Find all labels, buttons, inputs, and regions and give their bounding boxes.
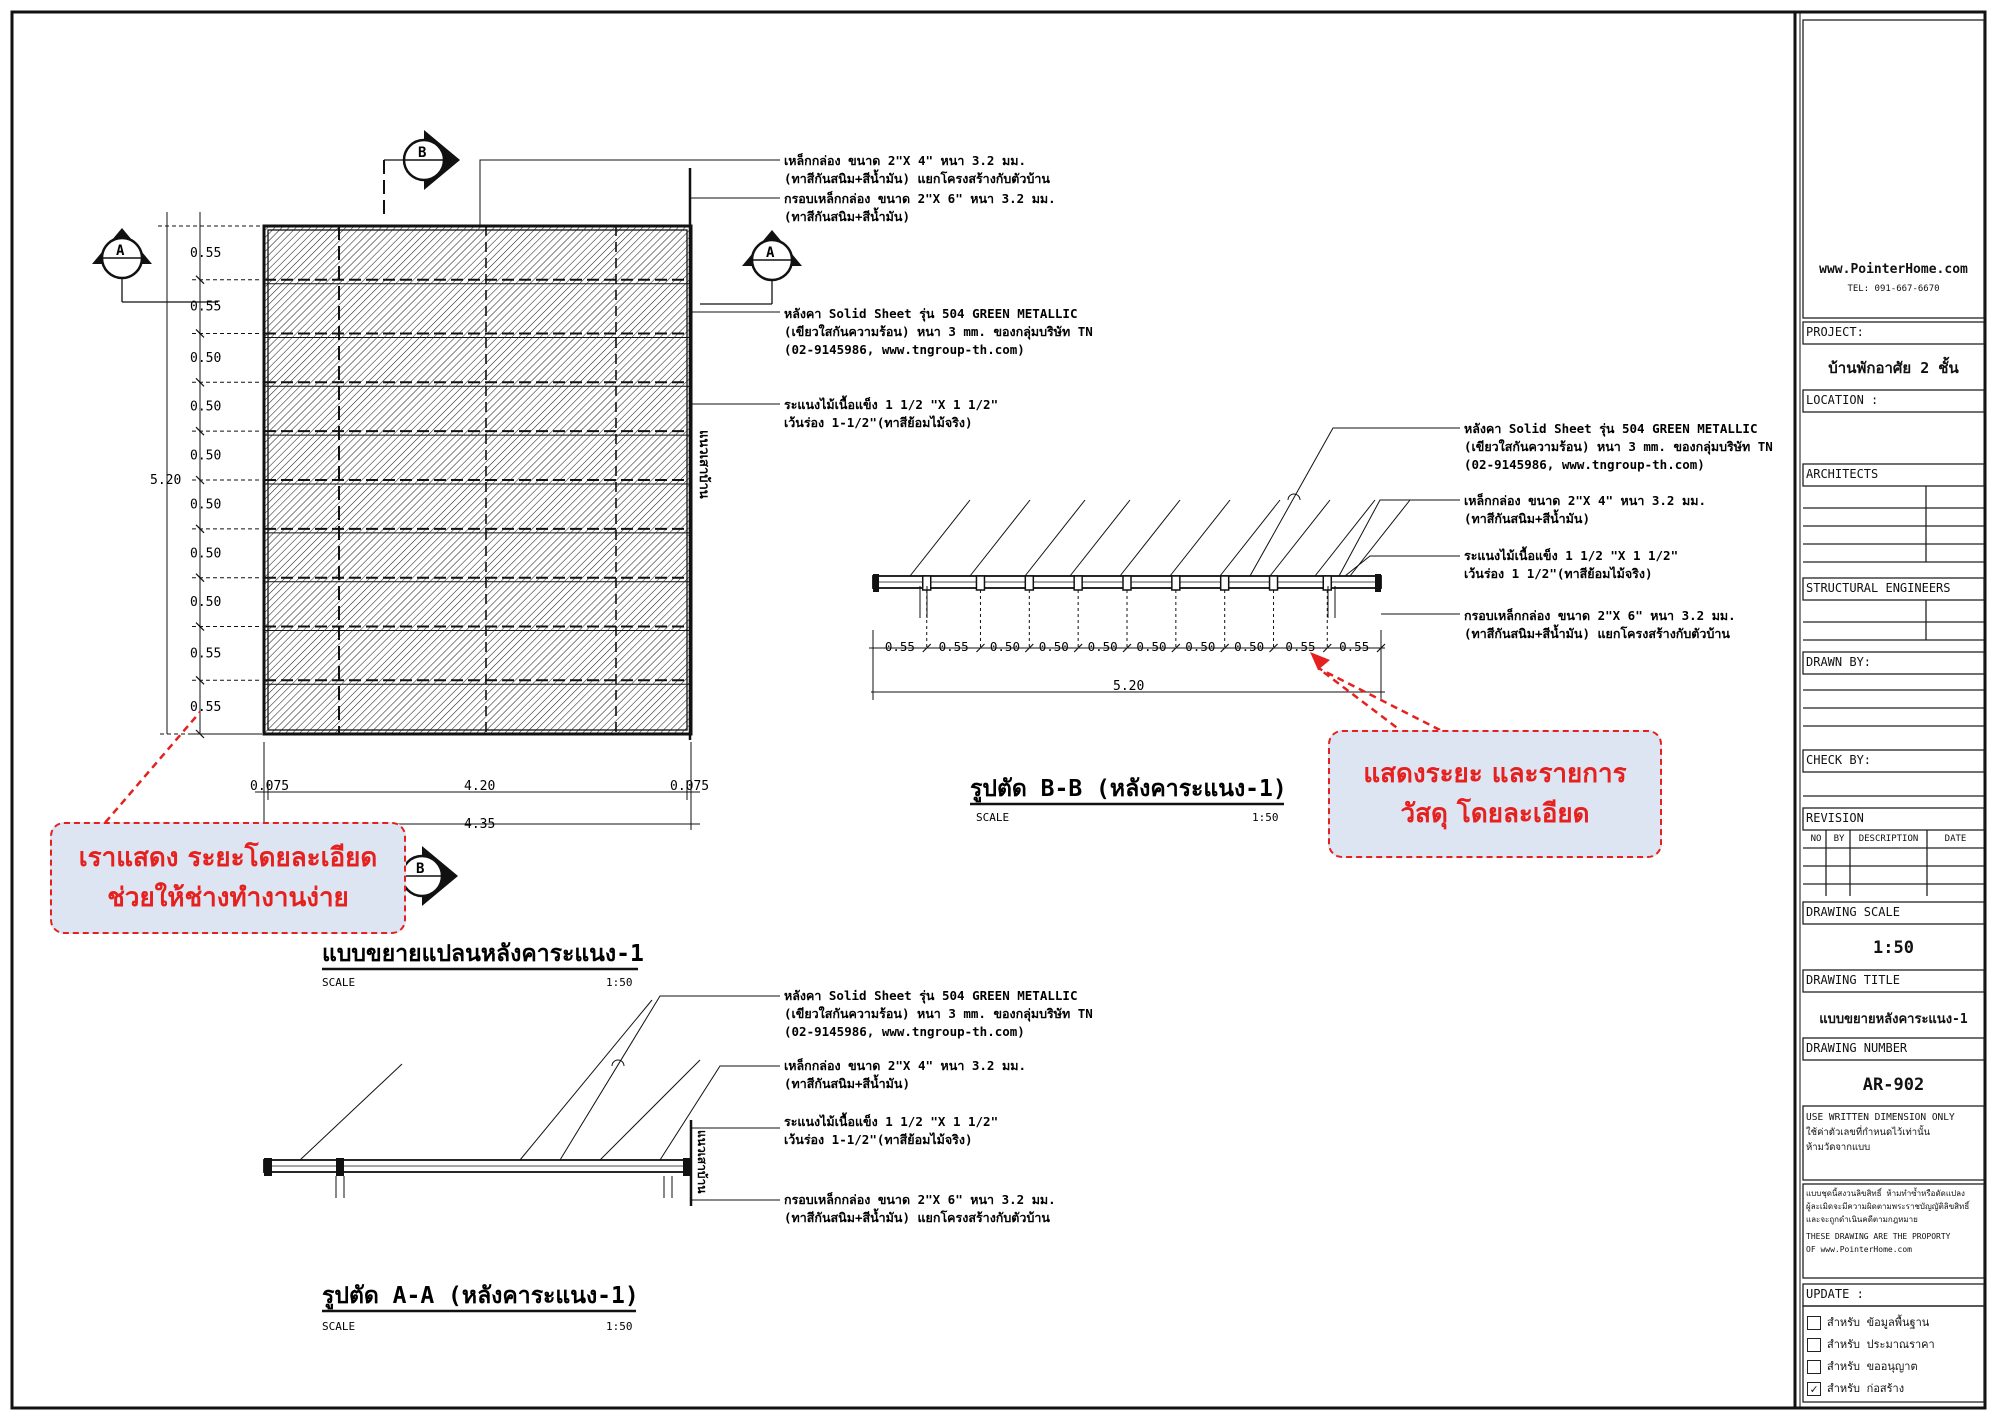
tb-rev-col-desc: DESCRIPTION xyxy=(1858,834,1919,844)
plan-title: แบบขยายแปลนหลังคาระแนง-1 xyxy=(322,941,644,967)
plan-note-line: กรอบเหล็กกล่อง ขนาด 2"X 6" หนา 3.2 มม. xyxy=(784,191,1056,206)
bb-dim: 0.50 xyxy=(1234,639,1265,654)
bb-purlin xyxy=(1270,576,1278,590)
bb-dim: 0.55 xyxy=(1339,639,1370,654)
section-marker-b-top xyxy=(384,130,460,215)
bb-dim: 0.55 xyxy=(884,639,915,654)
tb-location-label: LOCATION : xyxy=(1806,393,1879,407)
bb-note-line: เหล็กกล่อง ขนาด 2"X 4" หนา 3.2 มม. xyxy=(1464,493,1706,508)
tb-update-item xyxy=(1807,1312,1983,1334)
aa-note-line: หลังคา Solid Sheet รุ่น 504 GREEN METALLIC xyxy=(784,988,1078,1003)
aa-scale-label: SCALE xyxy=(322,1320,356,1333)
tb-drawn-by-label: DRAWN BY: xyxy=(1806,655,1872,669)
bb-note-line: (ทาสีกันสนิม+สีน้ำมัน) แยกโครงสร้างกับตัวบ้าน xyxy=(1464,626,1730,641)
tb-drawing-title-value: แบบขยายหลังคาระแนง-1 xyxy=(1819,1012,1968,1027)
tb-rev-col-date: DATE xyxy=(1944,834,1967,844)
tb-update-item xyxy=(1807,1378,1983,1400)
plan-total-height: 5.20 xyxy=(150,473,182,488)
bb-dim: 0.50 xyxy=(1136,639,1167,654)
unchecked-box-icon[interactable] xyxy=(1807,1338,1821,1352)
bb-note-line: เว้นร่อง 1 1/2"(ทาสีย้อมไม้จริง) xyxy=(1464,566,1653,581)
tb-drawing-title-label: DRAWING TITLE xyxy=(1806,973,1900,987)
tb-update-label: UPDATE : xyxy=(1806,1287,1864,1301)
bb-note-line: ระแนงไม้เนื้อแข็ง 1 1/2 "X 1 1/2" xyxy=(1464,548,1679,563)
bb-dimensions xyxy=(869,590,1385,654)
plan-row-dim: 0.50 xyxy=(190,350,222,366)
unchecked-box-icon[interactable] xyxy=(1807,1360,1821,1374)
tb-note-dimension: USE WRITTEN DIMENSION ONLY ใช้ค่าตัวเลขที่กำหนดไว้เท่านั้น ห้ามวัดจากแบบ xyxy=(1806,1112,1955,1153)
callout-right-pointer xyxy=(1318,668,1440,730)
callout-left-pointer xyxy=(104,712,200,824)
tb-project-label: PROJECT: xyxy=(1806,325,1864,339)
plan-row-dim: 0.50 xyxy=(190,399,222,415)
tb-drawing-scale-value: 1:50 xyxy=(1873,938,1914,958)
callout-left-line2: ช่วยให้ช่างทำงานง่าย xyxy=(107,883,349,913)
aa-note-line: เว้นร่อง 1-1/2"(ทาสีย้อมไม้จริง) xyxy=(784,1132,973,1147)
bb-total: 5.20 xyxy=(1113,679,1145,694)
plan-note-line: เหล็กกล่อง ขนาด 2"X 4" หนา 3.2 มม. xyxy=(784,153,1026,168)
bb-note-line: (เขียวใสกันความร้อน) หนา 3 mm. ของกลุ่มบริษัท TN xyxy=(1464,439,1773,454)
bb-scale-label: SCALE xyxy=(976,811,1010,824)
svg-text:B: B xyxy=(416,861,425,877)
tb-tel: TEL: 091-667-6670 xyxy=(1847,284,1940,294)
svg-text:B: B xyxy=(418,145,427,161)
callout-left xyxy=(50,822,406,934)
aa-note-line: (02-9145986, www.tngroup-th.com) xyxy=(784,1024,1025,1039)
bb-note-line: หลังคา Solid Sheet รุ่น 504 GREEN METALLIC xyxy=(1464,421,1758,436)
tb-update-item xyxy=(1807,1356,1983,1378)
plan-note-line: (เขียวใสกันความร้อน) หนา 3 mm. ของกลุ่มบริษัท TN xyxy=(784,324,1093,339)
tb-architects-label: ARCHITECTS xyxy=(1806,467,1879,481)
plan-row-dim: 0.55 xyxy=(190,299,222,315)
tb-update-item-label: สำหรับ ก่อสร้าง xyxy=(1827,1382,1905,1395)
bb-material-notes xyxy=(1464,421,1773,641)
bb-dim: 0.55 xyxy=(938,639,969,654)
tb-project-value: บ้านพักอาศัย 2 ชั้น xyxy=(1828,359,1959,377)
plan-dim-0075-left: 0.075 xyxy=(250,779,290,794)
bb-dim: 0.50 xyxy=(989,639,1020,654)
tb-rev-col-no: NO xyxy=(1810,834,1822,844)
bb-dim: 0.50 xyxy=(1185,639,1216,654)
plan-row-dim: 0.55 xyxy=(190,700,222,716)
tb-structural-label: STRUCTURAL ENGINEERS xyxy=(1806,581,1951,595)
tb-note-copyright: แบบชุดนี้สงวนลิขสิทธิ์ ห้ามทำซ้ำหรือดัดแปลง ผู้ละเมิดจะมีความผิดตามพระราชบัญญัติลิขสิทธิ์ และจะถูกดำเนินคดีตามกฎหมาย THESE DRAWING ARE THE PROPORTY OF www.PointerHome.com xyxy=(1806,1189,1970,1254)
aa-side-label: แนวเสาบ้าน xyxy=(695,1130,709,1194)
plan-note-line: หลังคา Solid Sheet รุ่น 504 GREEN METALLIC xyxy=(784,306,1078,321)
plan-dim-420: 4.20 xyxy=(464,779,496,794)
checked-box-icon[interactable]: ✓ xyxy=(1807,1382,1821,1396)
plan-note-line: ระแนงไม้เนื้อแข็ง 1 1/2 "X 1 1/2" xyxy=(784,397,999,412)
plan-row-dim: 0.50 xyxy=(190,546,222,562)
aa-material-notes xyxy=(784,988,1093,1225)
plan-row-dim: 0.50 xyxy=(190,497,222,513)
plan-scale-label: SCALE xyxy=(322,976,356,989)
aa-note-line: เหล็กกล่อง ขนาด 2"X 4" หนา 3.2 มม. xyxy=(784,1058,1026,1073)
tb-update-item-label: สำหรับ ข้อมูลพื้นฐาน xyxy=(1827,1316,1930,1329)
bb-purlins xyxy=(910,500,1410,618)
callout-right-line2: วัสดุ โดยละเอียด xyxy=(1400,799,1590,829)
aa-note-line: (ทาสีกันสนิม+สีน้ำมัน) แยกโครงสร้างกับตัวบ้าน xyxy=(784,1210,1050,1225)
callout-right xyxy=(1328,730,1662,858)
svg-text:A: A xyxy=(766,245,775,261)
plan-side-label: แนวเสาบ้าน xyxy=(696,430,711,499)
bb-purlin xyxy=(1074,576,1082,590)
section-marker-a-right xyxy=(700,230,802,304)
plan-material-notes xyxy=(784,153,1093,430)
tb-drawing-number-label: DRAWING NUMBER xyxy=(1806,1041,1908,1055)
bb-purlin xyxy=(1025,576,1033,590)
plan-total-width: 4.35 xyxy=(464,817,496,832)
tb-drawing-number-value: AR-902 xyxy=(1862,1075,1925,1095)
bb-purlin xyxy=(1323,576,1331,590)
bb-purlin xyxy=(1221,576,1229,590)
tb-check-by-label: CHECK BY: xyxy=(1806,753,1872,767)
bb-dim: 0.50 xyxy=(1038,639,1069,654)
plan-row-dim: 0.50 xyxy=(190,448,222,464)
bb-purlin xyxy=(976,576,984,590)
bb-title: รูปตัด B-B (หลังคาระแนง-1) xyxy=(970,776,1287,802)
tb-update-item-label: สำหรับ ประมาณราคา xyxy=(1827,1338,1935,1351)
plan-note-line: (ทาสีกันสนิม+สีน้ำมัน) แยกโครงสร้างกับตัวบ้าน xyxy=(784,171,1050,186)
callout-right-line1: แสดงระยะ และรายการ xyxy=(1363,758,1627,789)
plan-row-dim: 0.55 xyxy=(190,646,222,662)
tb-website: www.PointerHome.com xyxy=(1819,262,1968,277)
bb-purlin xyxy=(1123,576,1131,590)
unchecked-box-icon[interactable] xyxy=(1807,1316,1821,1330)
plan-dim-0075-right: 0.075 xyxy=(670,779,710,794)
aa-note-line: (ทาสีกันสนิม+สีน้ำมัน) xyxy=(784,1076,910,1091)
svg-text:A: A xyxy=(116,243,125,259)
tb-update-list xyxy=(1807,1312,1983,1400)
bb-note-line: (ทาสีกันสนิม+สีน้ำมัน) xyxy=(1464,511,1590,526)
section-aa xyxy=(264,988,1093,1333)
plan-note-line: เว้นร่อง 1-1/2"(ทาสีย้อมไม้จริง) xyxy=(784,415,973,430)
tb-revision-label: REVISION xyxy=(1806,811,1864,825)
bb-dim: 0.50 xyxy=(1087,639,1118,654)
aa-note-line: ระแนงไม้เนื้อแข็ง 1 1/2 "X 1 1/2" xyxy=(784,1114,999,1129)
aa-note-line: (เขียวใสกันความร้อน) หนา 3 mm. ของกลุ่มบริษัท TN xyxy=(784,1006,1093,1021)
bb-scale-value: 1:50 xyxy=(1252,811,1279,824)
bb-note-line: (02-9145986, www.tngroup-th.com) xyxy=(1464,457,1705,472)
callout-left-line1: เราแสดง ระยะโดยละเอียด xyxy=(78,842,378,873)
section-marker-b-bottom xyxy=(402,846,458,906)
plan-note-line: (02-9145986, www.tngroup-th.com) xyxy=(784,342,1025,357)
bb-dim: 0.55 xyxy=(1285,639,1316,654)
tb-drawing-scale-label: DRAWING SCALE xyxy=(1806,905,1900,919)
plan-note-line: (ทาสีกันสนิม+สีน้ำมัน) xyxy=(784,209,910,224)
bb-purlin xyxy=(1172,576,1180,590)
plan-scale-value: 1:50 xyxy=(606,976,633,989)
aa-note-line: กรอบเหล็กกล่อง ขนาด 2"X 6" หนา 3.2 มม. xyxy=(784,1192,1056,1207)
tb-rev-col-by: BY xyxy=(1833,834,1845,844)
plan-row-dim: 0.55 xyxy=(190,245,222,261)
section-marker-a-left xyxy=(92,228,218,302)
aa-scale-value: 1:50 xyxy=(606,1320,633,1333)
bb-note-line: กรอบเหล็กกล่อง ขนาด 2"X 6" หนา 3.2 มม. xyxy=(1464,608,1736,623)
aa-title: รูปตัด A-A (หลังคาระแนง-1) xyxy=(322,1283,639,1309)
tb-update-item-label: สำหรับ ขออนุญาต xyxy=(1827,1360,1918,1373)
plan-row-dim: 0.50 xyxy=(190,595,222,611)
tb-update-item xyxy=(1807,1334,1983,1356)
